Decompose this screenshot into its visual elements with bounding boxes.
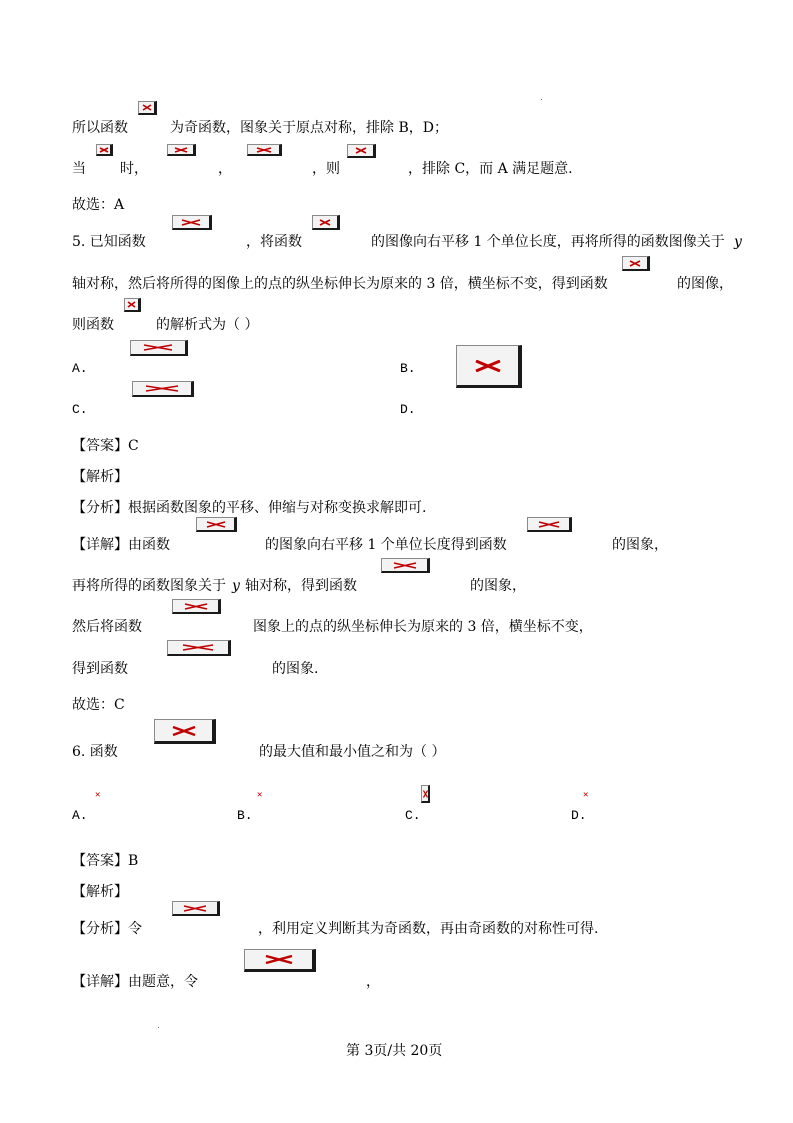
broken-image-icon <box>312 215 340 230</box>
broken-image-icon: ✕ <box>95 790 101 800</box>
text-line: 则函数 <box>72 317 114 333</box>
answer-label: 【答案】B <box>72 853 139 869</box>
text-line: ，排除 C，而 A 满足题意. <box>408 161 573 177</box>
text-line: 【分析】根据函数图象的平移、伸缩与对称变换求解即可. <box>72 500 427 516</box>
text-line: 当 <box>72 161 86 177</box>
broken-image-icon: ✕ <box>583 790 589 800</box>
broken-image-icon <box>622 256 650 271</box>
broken-image-icon <box>172 599 221 614</box>
text-line: 的解析式为（ ） <box>156 317 259 333</box>
option-d-label: D. <box>400 402 416 417</box>
broken-image-icon <box>421 785 430 803</box>
broken-image-icon <box>124 298 141 312</box>
broken-image-icon <box>167 144 196 156</box>
text-line: ，将函数 <box>246 234 302 250</box>
broken-image-icon <box>154 719 216 744</box>
broken-image-icon <box>130 340 188 356</box>
text-line: ，则 <box>312 161 340 177</box>
text-line: 【分析】令 <box>72 921 142 937</box>
broken-image-icon <box>381 558 430 573</box>
text-line: 的图象， <box>612 537 668 553</box>
option-d-label: D. <box>571 808 587 823</box>
text-line: ， <box>218 161 232 177</box>
text-line: 6. 函数 <box>72 744 118 760</box>
broken-image-icon <box>527 517 572 532</box>
option-c-label: C. <box>72 402 88 417</box>
broken-image-icon <box>196 517 237 532</box>
option-b-label: B. <box>400 361 416 376</box>
answer-label: 【答案】C <box>72 438 139 454</box>
text-line: 图象上的点的纵坐标伸长为原来的 3 倍，横坐标不变， <box>253 619 593 635</box>
math-variable: y <box>734 234 742 250</box>
broken-image-icon: ✕ <box>257 790 263 800</box>
text-line: 的图像， <box>677 276 733 292</box>
text-line: 的最大值和最小值之和为（ ） <box>259 744 446 760</box>
broken-image-icon <box>456 345 522 388</box>
text-line: ，利用定义判断其为奇函数，再由奇函数的对称性可得. <box>258 921 599 937</box>
text-line: 故选：C <box>72 697 125 713</box>
page-footer: 第 3页/共 20页 <box>346 1043 443 1059</box>
text-line: 为奇函数，图象关于原点对称，排除 B，D； <box>170 120 448 136</box>
broken-image-icon <box>167 640 231 656</box>
text-line: 所以函数 <box>72 120 128 136</box>
broken-image-icon <box>247 144 282 156</box>
decorative-dot <box>158 1027 159 1028</box>
option-b-label: B. <box>237 808 253 823</box>
broken-image-icon <box>244 949 316 972</box>
broken-image-icon <box>172 215 212 230</box>
text-line: 【详解】由函数 <box>72 537 170 553</box>
option-a-label: A. <box>72 808 88 823</box>
decorative-dot <box>541 99 542 100</box>
math-variable: y <box>232 578 240 594</box>
broken-image-icon <box>347 144 376 158</box>
text-line: 的图象. <box>272 661 319 677</box>
text-line: 的图象向右平移 1 个单位长度得到函数 <box>265 537 507 553</box>
broken-image-icon <box>96 144 113 156</box>
text-line: 然后将函数 <box>72 619 142 635</box>
option-c-label: C. <box>405 808 421 823</box>
text-line: 故选：A <box>72 197 125 213</box>
broken-image-icon <box>132 381 194 397</box>
text-line: 轴对称，然后将所得的图像上的点的纵坐标伸长为原来的 3 倍，横坐标不变，得到函数 <box>72 276 608 292</box>
text-line: ， <box>366 974 380 990</box>
text-line: 再将所得的函数图象关于 <box>72 578 226 594</box>
analysis-label: 【解析】 <box>72 884 128 900</box>
text-line: 时， <box>120 161 148 177</box>
broken-image-icon <box>172 901 220 916</box>
text-line: 5. 已知函数 <box>72 234 146 250</box>
broken-image-icon <box>138 101 157 115</box>
text-line: 得到函数 <box>72 661 128 677</box>
option-a-label: A. <box>72 361 88 376</box>
text-line: 轴对称，得到函数 <box>245 578 357 594</box>
analysis-label: 【解析】 <box>72 469 128 485</box>
text-line: 【详解】由题意，令 <box>72 974 198 990</box>
text-line: 的图像向右平移 1 个单位长度，再将所得的函数图像关于 <box>371 234 725 250</box>
text-line: 的图象， <box>470 578 526 594</box>
